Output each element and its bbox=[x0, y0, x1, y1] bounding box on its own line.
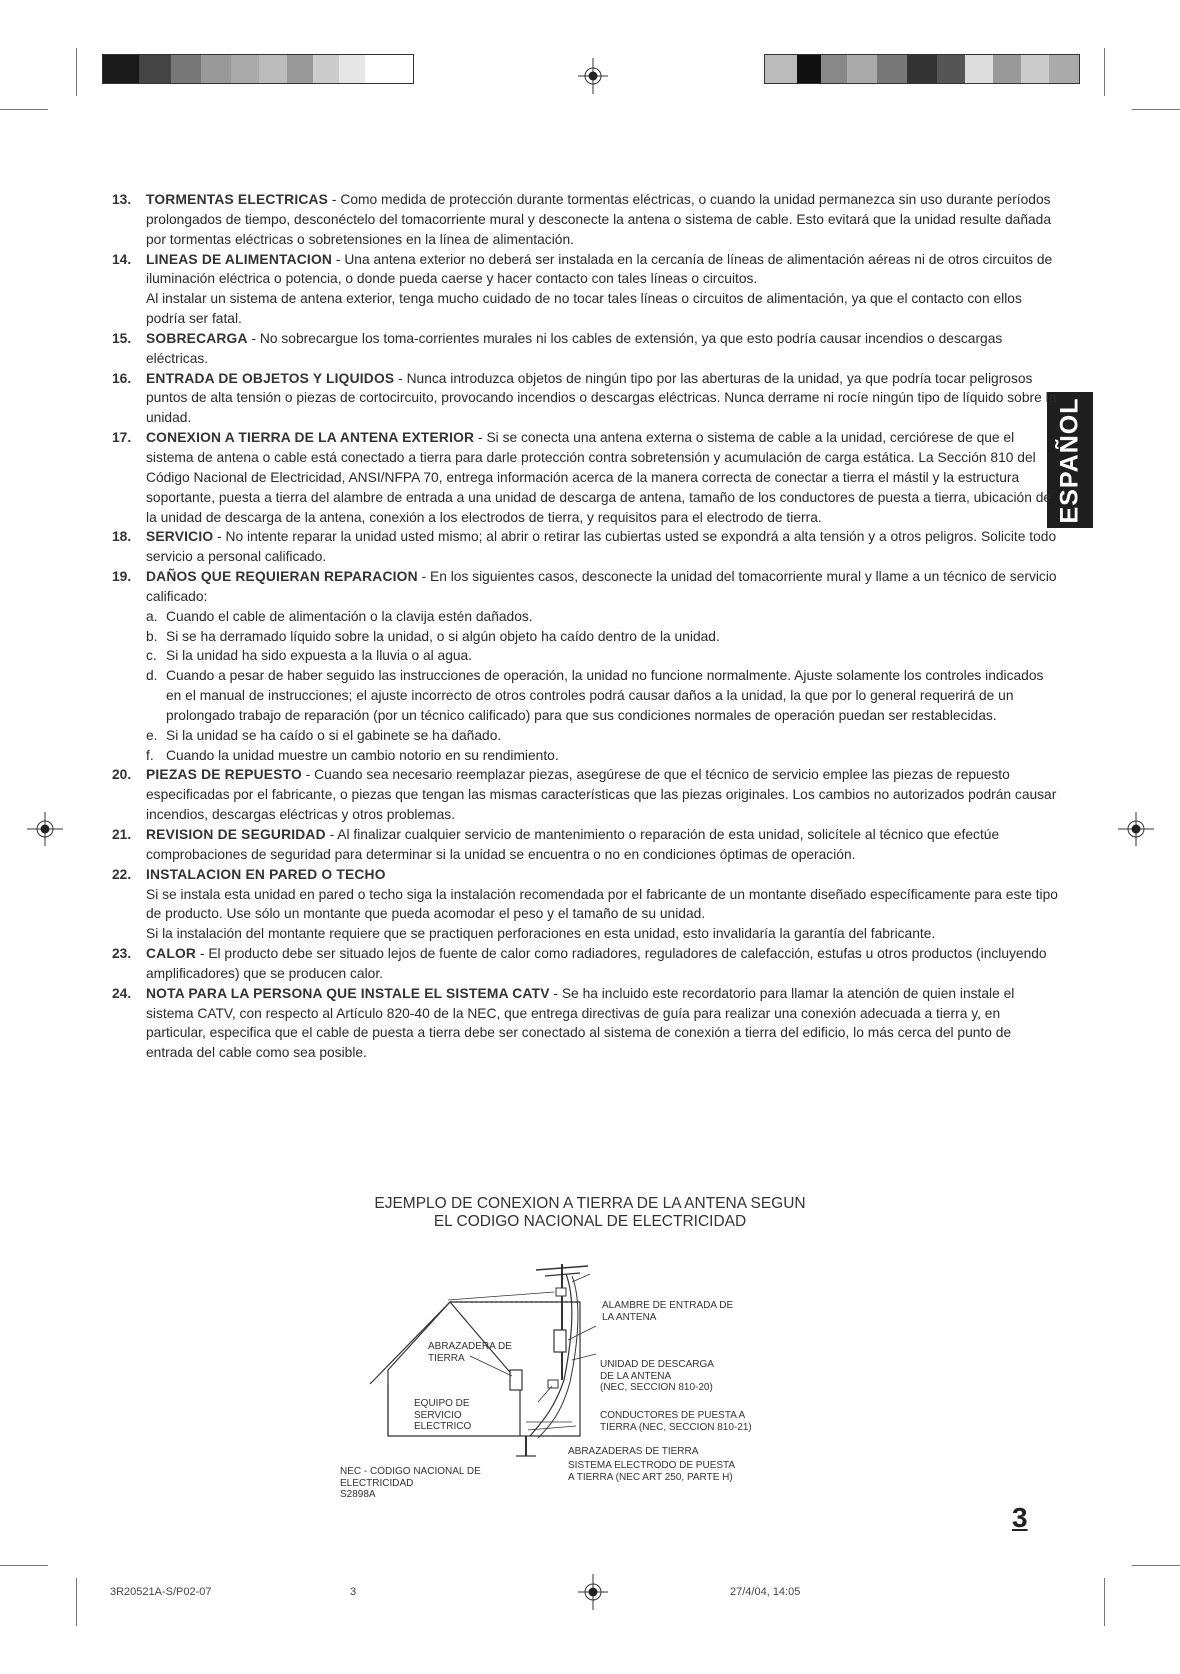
label-conductores: CONDUCTORES DE PUESTA A TIERRA (NEC, SECCION 810-21) bbox=[600, 1410, 752, 1433]
item-heading: INSTALACION EN PARED O TECHO bbox=[146, 866, 386, 882]
item-heading: CALOR bbox=[146, 946, 197, 962]
color-bar-left bbox=[102, 54, 414, 84]
registration-mark bbox=[578, 1574, 608, 1610]
sub-item: d. Cuando a pesar de haber seguido las instrucciones de operación, la unidad no funcione normalmente. Ajuste solamente los controles indicados en el manual de instrucciones; el ajuste incorrecto de otros controles podrá causar daños a la unidad, la que por lo general requerirá de un prolongado trabajo de reparación (por un técnico calificado) para que sus condiciones normales de operación puedan ser restablecidas. bbox=[146, 668, 1044, 723]
ground-clamp bbox=[548, 1380, 558, 1388]
crop-mark bbox=[76, 1578, 77, 1626]
item-heading: NOTA PARA LA PERSONA QUE INSTALE EL SISTEMA CATV bbox=[146, 985, 550, 1001]
item-heading: TORMENTAS ELECTRICAS bbox=[146, 192, 329, 207]
crop-mark bbox=[1132, 1565, 1180, 1566]
sub-item: f. Cuando la unidad muestre un cambio notorio en su rendimiento. bbox=[146, 747, 559, 763]
language-tab-label: ESPAÑOL bbox=[1055, 397, 1084, 523]
label-sistema-electrodo: SISTEMA ELECTRODO DE PUESTA A TIERRA (NEC ART 250, PARTE H) bbox=[568, 1460, 736, 1483]
label-abrazaderas: ABRAZADERAS DE TIERRA bbox=[568, 1446, 699, 1457]
label-abrazadera: ABRAZADERA DE TIERRA bbox=[428, 1341, 512, 1364]
footer-page: 3 bbox=[350, 1586, 357, 1598]
list-item: 15. SOBRECARGA - No sobrecargue los toma-corrientes murales ni los cables de extensión, ya que esto podría causar incendios o descargas eléctricas. bbox=[112, 330, 1003, 366]
list-item: 16. ENTRADA DE OBJETOS Y LIQUIDOS - Nunca introduzca objetos de ningún tipo por las aberturas de la unidad, ya que podría tocar peligrosos puntos de alta tensión o piezas de cortocircuito, provocando incendios o descargas eléctricas. Nunca derrame ni rocíe ningún tipo de líquido sobre la unidad. bbox=[112, 370, 1057, 426]
list-item: 17. CONEXION A TIERRA DE LA ANTENA EXTERIOR - Si se conecta una antena externa o sistema de cable a la unidad, cerciórese de que el sistema de antena o cable está conectado a tierra para darle protección contra sobretensión y acumulación de carga estática. La Sección 810 del Código Nacional de Electricidad, ANSI/NFPA 70, entrega información acerca de la manera correcta de conectar a tierra el mástil y la estructura soportante, puesta a tierra del alambre de entrada a una unidad de descarga de antena, tamaño de los conductores de puesta a tierra, ubicación de la unidad de descarga de la antena, conexión a los electrodos de tierra, y requisitos para el electrodo de tierra. bbox=[112, 430, 1052, 525]
diagram-title: EJEMPLO DE CONEXION A TIERRA DE LA ANTENA SEGUN EL CODIGO NACIONAL DE ELECTRICIDAD bbox=[374, 1195, 806, 1230]
discharge-unit bbox=[554, 1330, 566, 1352]
label-equipo-servicio: EQUIPO DE SERVICIO ELECTRICO bbox=[414, 1398, 472, 1432]
color-bar-right bbox=[764, 54, 1080, 84]
footer-timestamp: 27/4/04, 14:05 bbox=[730, 1586, 801, 1598]
item-heading: PIEZAS DE REPUESTO bbox=[146, 767, 302, 783]
list-item: 18. SERVICIO - No intente reparar la unidad usted mismo; al abrir o retirar las cubiertas usted se expondrá a alta tensión y a otros peligros. Solicite todo servicio a personal calificado. bbox=[112, 529, 1057, 565]
safety-instructions-list bbox=[112, 190, 1060, 1063]
list-item: 21. REVISION DE SEGURIDAD - Al finalizar cualquier servicio de mantenimiento o reparación de esta unidad, solicítele al técnico que efectúe comprobaciones de seguridad para determinar si la unidad se encuentra o no en condiciones óptimas de operación. bbox=[112, 827, 1000, 862]
page-number: 3 bbox=[1012, 1502, 1028, 1533]
registration-mark bbox=[1118, 812, 1154, 846]
label-nec: NEC - CODIGO NACIONAL DE ELECTRICIDAD S2898A bbox=[340, 1466, 481, 1500]
list-item: 13. TORMENTAS ELECTRICAS - Como medida de protección durante tormentas eléctricas, o cuando la unidad permanezca sin uso durante períodos prolongados de tiempo, desconéctelo del tomacorriente mural y desconecte la antena o sistema de cable. Esto evitará que la unidad resulte dañada por tormentas eléctricas o sobretensiones en la línea de alimentación. bbox=[112, 192, 1052, 247]
item-heading: ENTRADA DE OBJETOS Y LIQUIDOS bbox=[146, 370, 395, 386]
list-item: 23. CALOR - El producto debe ser situado lejos de fuente de calor como radiadores, reguladores de calefacción, estufas u otros productos (incluyendo amplificadores) que se producen calor. bbox=[112, 946, 1047, 981]
item-heading: DAÑOS QUE REQUIERAN REPARACION bbox=[146, 569, 418, 585]
crop-mark bbox=[0, 1565, 48, 1566]
item-heading: LINEAS DE ALIMENTACION bbox=[146, 251, 333, 267]
registration-mark bbox=[578, 58, 608, 94]
crop-mark bbox=[1132, 109, 1180, 110]
crop-mark bbox=[1104, 1578, 1105, 1626]
footer-code: 3R20521A-S/P02-07 bbox=[110, 1586, 212, 1598]
service-equipment-box bbox=[510, 1370, 522, 1390]
label-unidad-descarga: UNIDAD DE DESCARGA DE LA ANTENA (NEC, SECCION 810-20) bbox=[600, 1359, 714, 1393]
item-heading: SOBRECARGA bbox=[146, 330, 248, 346]
list-item: 22. INSTALACION EN PARED O TECHO Si se instala esta unidad en pared o techo siga la instalación recomendada por el fabricante de un montante diseñado específicamente para este tipo de producto. Use sólo un montante que pueda acomodar el peso y el tamaño de su unidad. Si la instalación del montante requiere que se practiquen perforaciones en esta unidad, esto invalidaría la garantía del fabricante. bbox=[112, 866, 1058, 942]
sub-item: e. Si la unidad se ha caído o si el gabinete se ha dañado. bbox=[146, 727, 502, 743]
crop-mark bbox=[76, 48, 77, 96]
sub-item: a. Cuando el cable de alimentación o la clavija estén dañados. bbox=[146, 608, 533, 624]
list-item: 24. NOTA PARA LA PERSONA QUE INSTALE EL SISTEMA CATV - Se ha incluido este recordatorio para llamar la atención de quien instale el sistema CATV, con respecto al Artículo 820-40 de la NEC, que entrega directivas de guía para realizar una conexión adecuada a tierra y, en particular, especifica que el cable de puesta a tierra debe ser conectado al sistema de conexión a tierra del edificio, lo más cerca del punto de entrada del cable como sea posible. bbox=[112, 985, 1015, 1061]
crop-mark bbox=[0, 109, 48, 110]
item-heading: CONEXION A TIERRA DE LA ANTENA EXTERIOR bbox=[146, 430, 475, 446]
ground-clamp bbox=[556, 1288, 566, 1296]
crop-mark bbox=[1104, 48, 1105, 96]
list-item: 19. DAÑOS QUE REQUIERAN REPARACION - En los siguientes casos, desconecte la unidad del tomacorriente mural y llame a un técnico de servicio calificado: a. Cuando el cable de alimentación o la clavija estén dañados. b. Si se ha derramado líquido sobre la unidad, o si algún objeto ha caído dentro de la unidad. c. Si la unidad ha sido expuesta a la lluvia o al agua. d. Cuando a pesar de haber seguido las instrucciones de operación, la unidad no funcione normalmente. Ajuste solamente los controles indicados en el manual de instrucciones; el ajuste incorrecto de otros controles podrá causar daños a la unidad, la que por lo general requerirá de un prolongado trabajo de reparación (por un técnico calificado) para que sus condiciones normales de operación puedan ser restablecidas. e. Si la unidad se ha caído o si el gabinete se ha dañado. f. Cuando la unidad muestre un cambio notorio en su rendimiento. bbox=[112, 567, 1060, 765]
lead-in-wire bbox=[530, 1274, 572, 1436]
list-item: 14. LINEAS DE ALIMENTACION - Una antena exterior no deberá ser instalada en la cercanía de líneas de alimentación aéreas ni de otros circuitos de iluminación eléctrica o potencia, o donde pueda caerse y hacer contacto con tales líneas o circuitos. Al instalar un sistema de antena exterior, tenga mucho cuidado de no tocar tales líneas o circuitos de alimentación, ya que el contacto con ellos podría ser fatal. bbox=[112, 251, 1053, 327]
sub-item: b. Si se ha derramado líquido sobre la unidad, o si algún objeto ha caído dentro de la unidad. bbox=[146, 628, 720, 644]
registration-mark bbox=[27, 812, 63, 846]
item-heading: REVISION DE SEGURIDAD bbox=[146, 827, 326, 842]
label-alambre: ALAMBRE DE ENTRADA DE LA ANTENA bbox=[602, 1300, 734, 1323]
sub-item: c. Si la unidad ha sido expuesta a la lluvia o al agua. bbox=[146, 648, 473, 664]
list-item: 20. PIEZAS DE REPUESTO - Cuando sea necesario reemplazar piezas, asegúrese de que el técnico de servicio emplee las piezas de repuesto especificadas por el fabricante, o piezas que tengan las mismas características que las piezas originales. Los cambios no autorizados podrán causar incendios, descargas eléctricas y otros problemas. bbox=[112, 767, 1057, 823]
item-heading: SERVICIO bbox=[146, 529, 214, 545]
